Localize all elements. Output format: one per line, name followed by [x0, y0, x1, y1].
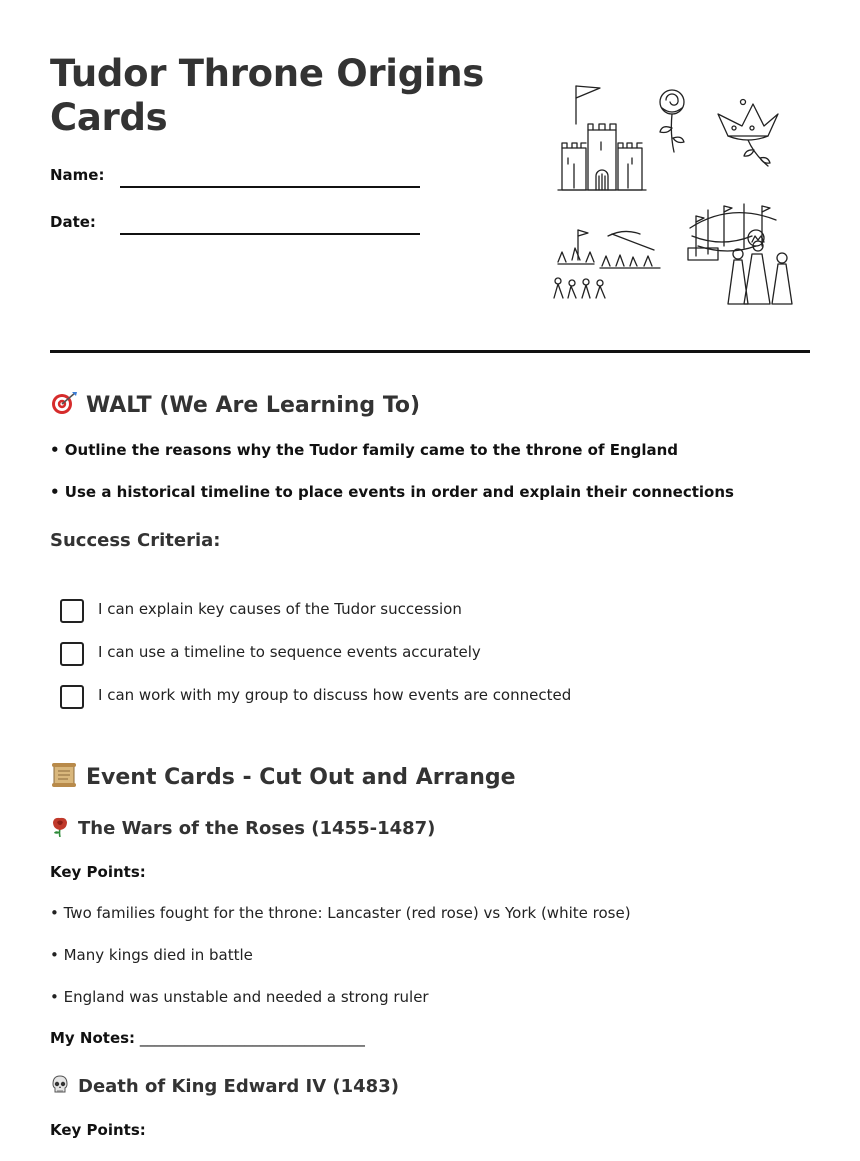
card-title: [50, 817, 435, 839]
criterion-label: I can use a timeline to sequence events accurately: [98, 643, 481, 661]
criterion-checkbox[interactable]: [60, 599, 84, 623]
crown-sketch-icon: [718, 100, 778, 167]
key-point: • Many kings died in battle: [50, 946, 253, 964]
header-divider: [50, 350, 810, 353]
event-cards-heading-text: Event Cards - Cut Out and Arrange: [86, 765, 516, 790]
success-criteria-heading: Success Criteria:: [50, 530, 221, 551]
battle-scene-icon: [554, 230, 660, 298]
card-title-text: Death of King Edward IV (1483): [78, 1076, 399, 1097]
notes-blank[interactable]: ______________________________: [139, 1029, 365, 1047]
coronation-procession-icon: [688, 204, 792, 304]
walt-heading-text: WALT (We Are Learning To): [86, 393, 421, 418]
criterion-label: I can explain key causes of the Tudor succession: [98, 600, 462, 618]
notes-row: [50, 1029, 365, 1047]
notes-label: My Notes:: [50, 1029, 136, 1047]
target-icon: [50, 390, 78, 416]
date-line[interactable]: [120, 233, 420, 235]
card-title-text: The Wars of the Roses (1455-1487): [78, 818, 436, 839]
page-title: Tudor Throne Origins Cards: [50, 52, 485, 139]
rose-sketch-icon: [660, 90, 684, 152]
key-points-label: Key Points:: [50, 1121, 146, 1139]
name-label: Name:: [50, 166, 105, 184]
key-points-label: Key Points:: [50, 863, 146, 881]
skull-icon: [50, 1075, 70, 1095]
name-line[interactable]: [120, 186, 420, 188]
objective-2: • Use a historical timeline to place events in order and explain their connections: [50, 483, 734, 501]
event-cards-heading: [50, 762, 516, 790]
scroll-icon: [50, 762, 78, 788]
date-label: Date:: [50, 213, 96, 231]
card-title: [50, 1075, 399, 1097]
objective-1: • Outline the reasons why the Tudor family came to the throne of England: [50, 441, 679, 459]
rose-icon: [50, 817, 70, 837]
criterion-checkbox[interactable]: [60, 685, 84, 709]
criterion-label: I can work with my group to discuss how events are connected: [98, 686, 572, 704]
walt-heading: [50, 390, 420, 418]
key-point: • England was unstable and needed a strong ruler: [50, 988, 429, 1006]
key-point: • Two families fought for the throne: Lancaster (red rose) vs York (white rose): [50, 904, 631, 922]
tudor-illustration: [548, 78, 798, 310]
castle-icon: [558, 86, 646, 190]
criterion-checkbox[interactable]: [60, 642, 84, 666]
